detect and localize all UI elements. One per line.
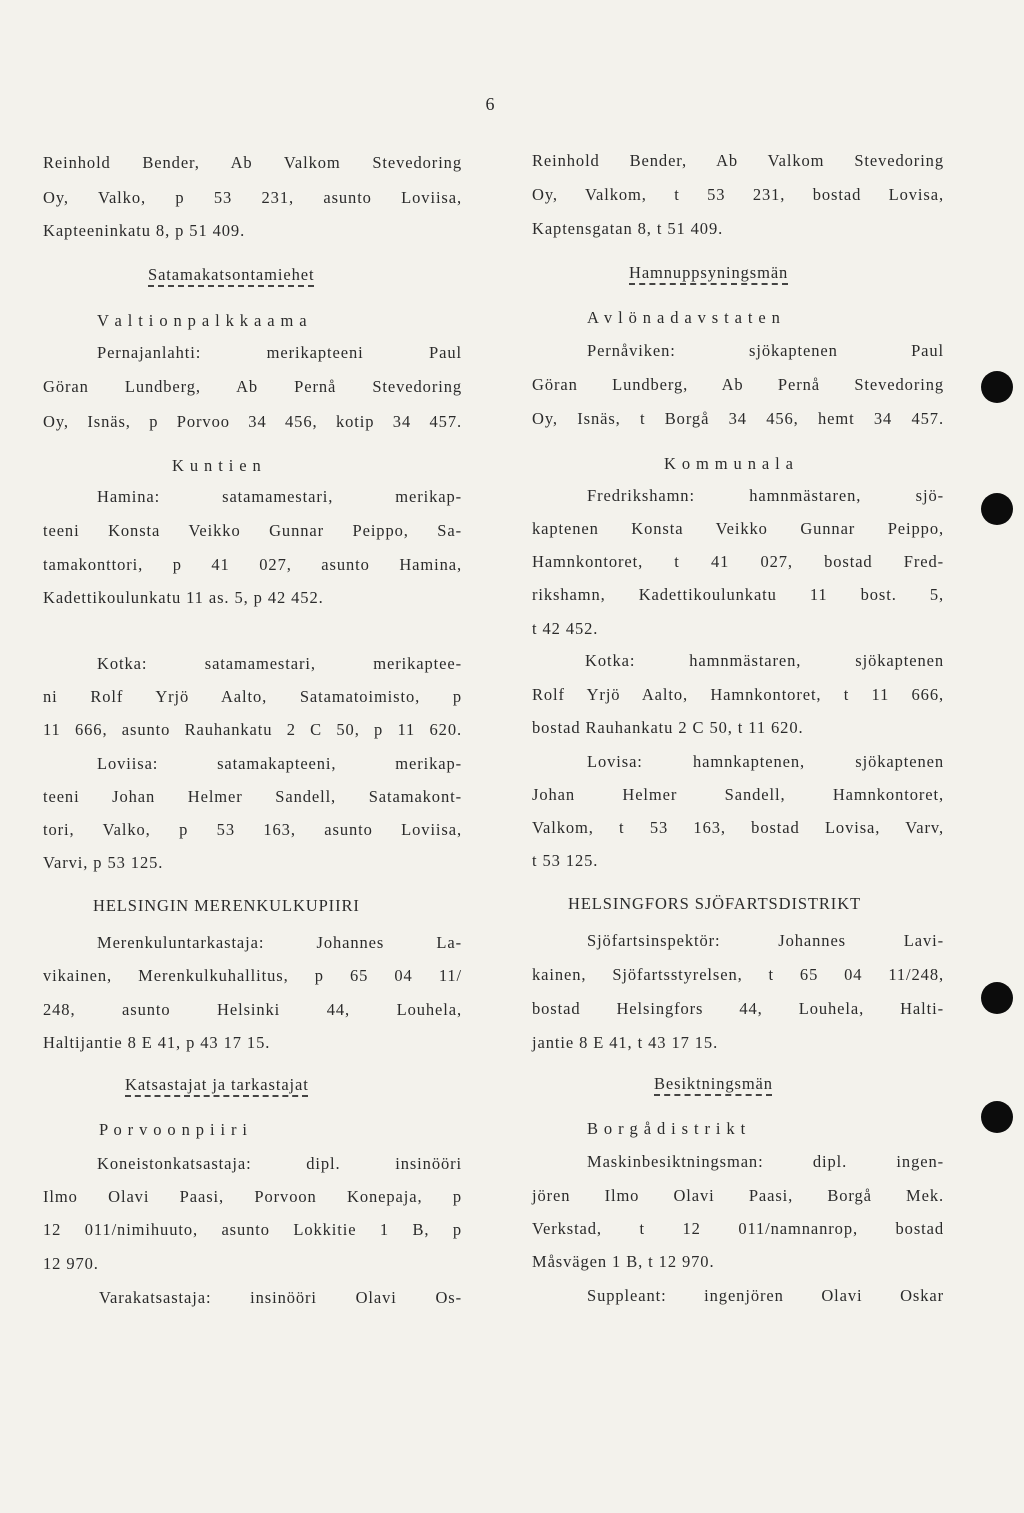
- text-line: Kotka: hamnmästaren, sjökaptenen: [585, 651, 944, 670]
- text-line: 12 970.: [43, 1254, 99, 1273]
- text-line: 11 666, asunto Rauhankatu 2 C 50, p 11 620.: [43, 720, 462, 739]
- text-line: vikainen, Merenkulkuhallitus, p 65 04 11/: [43, 966, 462, 985]
- punch-hole-icon: [981, 371, 1013, 403]
- text-line: Rolf Yrjö Aalto, Hamnkontoret, t 11 666,: [532, 685, 944, 704]
- text-line: jantie 8 E 41, t 43 17 15.: [532, 1033, 719, 1052]
- page-number: 6: [485, 94, 495, 114]
- subsection-heading: A v l ö n a d a v s t a t e n: [587, 308, 781, 327]
- text-line: t 53 125.: [532, 851, 599, 870]
- section-heading: Katsastajat ja tarkastajat: [125, 1075, 309, 1094]
- punch-hole-icon: [981, 982, 1013, 1014]
- text-line: rikshamn, Kadettikoulunkatu 11 bost. 5,: [532, 585, 944, 604]
- text-line: Ilmo Olavi Paasi, Porvoon Konepaja, p: [43, 1187, 462, 1206]
- text-line: Hamina: satamamestari, merikap-: [97, 487, 462, 506]
- text-line: Valkom, t 53 163, bostad Lovisa, Varv,: [532, 818, 944, 837]
- text-line: ni Rolf Yrjö Aalto, Satamatoimisto, p: [43, 687, 462, 706]
- text-line: Måsvägen 1 B, t 12 970.: [532, 1252, 715, 1271]
- section-heading: Besiktningsmän: [654, 1074, 773, 1093]
- text-line: Haltijantie 8 E 41, p 43 17 15.: [43, 1033, 271, 1052]
- text-line: Kotka: satamamestari, merikaptee-: [97, 654, 462, 673]
- text-line: Koneistonkatsastaja: dipl. insinööri: [97, 1154, 462, 1173]
- section-heading: Hamnuppsyningsmän: [629, 263, 789, 282]
- text-line: Loviisa: satamakapteeni, merikap-: [97, 754, 462, 773]
- text-line: Lovisa: hamnkaptenen, sjökaptenen: [587, 752, 944, 771]
- text-line: bostad Helsingfors 44, Louhela, Halti-: [532, 999, 944, 1018]
- text-line: Hamnkontoret, t 41 027, bostad Fred-: [532, 552, 944, 571]
- text-line: Kaptensgatan 8, t 51 409.: [532, 219, 724, 238]
- text-line: t 42 452.: [532, 619, 599, 638]
- text-line: teeni Konsta Veikko Gunnar Peippo, Sa-: [43, 521, 462, 540]
- text-line: 12 011/nimihuuto, asunto Lokkitie 1 B, p: [43, 1220, 462, 1239]
- punch-hole-icon: [981, 1101, 1013, 1133]
- text-line: Oy, Valkom, t 53 231, bostad Lovisa,: [532, 185, 944, 204]
- text-line: Oy, Valko, p 53 231, asunto Loviisa,: [43, 188, 462, 207]
- subsection-heading: K o m m u n a l a: [664, 454, 794, 473]
- text-line: Varvi, p 53 125.: [43, 853, 164, 872]
- text-line: Merenkuluntarkastaja: Johannes La-: [97, 933, 462, 952]
- text-line: Sjöfartsinspektör: Johannes Lavi-: [587, 931, 944, 950]
- subsection-heading: K u n t i e n: [172, 456, 262, 475]
- text-line: tamakonttori, p 41 027, asunto Hamina,: [43, 555, 462, 574]
- section-heading: Satamakatsontamiehet: [148, 265, 315, 284]
- text-line: Göran Lundberg, Ab Pernå Stevedoring: [43, 377, 462, 396]
- text-line: Oy, Isnäs, t Borgå 34 456, hemt 34 457.: [532, 409, 944, 428]
- punch-hole-icon: [981, 493, 1013, 525]
- text-line: kaptenen Konsta Veikko Gunnar Peippo,: [532, 519, 944, 538]
- text-line: 248, asunto Helsinki 44, Louhela,: [43, 1000, 462, 1019]
- text-line: HELSINGIN MERENKULKUPIIRI: [93, 896, 360, 915]
- text-line: Kapteeninkatu 8, p 51 409.: [43, 221, 246, 240]
- subsection-heading: V a l t i o n p a l k k a a m a: [97, 311, 308, 330]
- text-line: jören Ilmo Olavi Paasi, Borgå Mek.: [532, 1186, 944, 1205]
- text-line: teeni Johan Helmer Sandell, Satamakont-: [43, 787, 462, 806]
- text-line: Kadettikoulunkatu 11 as. 5, p 42 452.: [43, 588, 324, 607]
- text-line: tori, Valko, p 53 163, asunto Loviisa,: [43, 820, 462, 839]
- subsection-heading: B o r g å d i s t r i k t: [587, 1119, 747, 1138]
- subsection-heading: P o r v o o n p i i r i: [99, 1120, 248, 1139]
- text-line: Maskinbesiktningsman: dipl. ingen-: [587, 1152, 944, 1171]
- text-line: Oy, Isnäs, p Porvoo 34 456, kotip 34 457.: [43, 412, 462, 431]
- text-line: HELSINGFORS SJÖFARTSDISTRIKT: [568, 894, 861, 913]
- text-line: Johan Helmer Sandell, Hamnkontoret,: [532, 785, 944, 804]
- text-line: Reinhold Bender, Ab Valkom Stevedoring: [532, 151, 944, 170]
- text-line: Pernajanlahti: merikapteeni Paul: [97, 343, 462, 362]
- text-line: Pernåviken: sjökaptenen Paul: [587, 341, 944, 360]
- text-line: Fredrikshamn: hamnmästaren, sjö-: [587, 486, 944, 505]
- text-line: Suppleant: ingenjören Olavi Oskar: [587, 1286, 944, 1305]
- text-line: Reinhold Bender, Ab Valkom Stevedoring: [43, 153, 462, 172]
- text-line: bostad Rauhankatu 2 C 50, t 11 620.: [532, 718, 804, 737]
- text-line: Verkstad, t 12 011/namnanrop, bostad: [532, 1219, 944, 1238]
- text-line: Varakatsastaja: insinööri Olavi Os-: [99, 1288, 462, 1307]
- text-line: kainen, Sjöfartsstyrelsen, t 65 04 11/248,: [532, 965, 944, 984]
- text-line: Göran Lundberg, Ab Pernå Stevedoring: [532, 375, 944, 394]
